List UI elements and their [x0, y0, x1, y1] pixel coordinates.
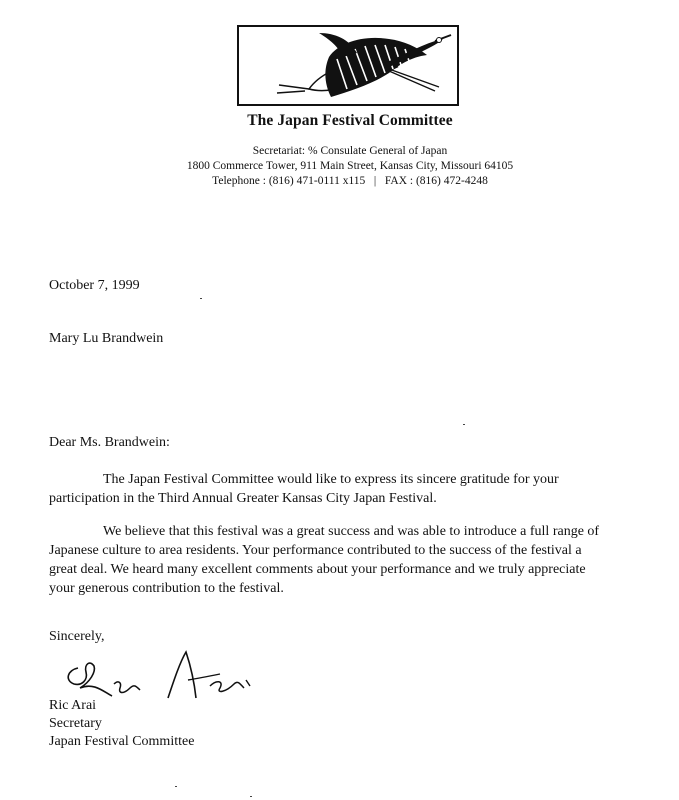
crane-icon — [239, 27, 457, 104]
scan-speck — [463, 424, 465, 425]
telephone: Telephone : (816) 471-0111 x115 — [212, 175, 366, 187]
scan-speck — [250, 796, 252, 797]
address-line: 1800 Commerce Tower, 911 Main Street, Kansas City, Missouri 64105 — [186, 160, 514, 172]
secretariat-line: Secretariat: % Consulate General of Japan — [252, 145, 448, 157]
body-paragraph-1 — [49, 470, 609, 508]
signer-organization: Japan Festival Committee — [49, 734, 195, 749]
recipient-name: Mary Lu Brandwein — [49, 331, 164, 346]
body-paragraph-2 — [49, 522, 609, 598]
signer-name: Ric Arai — [49, 698, 97, 713]
letter-date: October 7, 1999 — [49, 278, 140, 293]
logo-frame — [237, 25, 459, 106]
fax: FAX : (816) 472-4248 — [384, 175, 488, 187]
separator: | — [373, 175, 377, 187]
salutation: Dear Ms. Brandwein: — [49, 435, 170, 450]
scan-speck — [175, 786, 177, 787]
paragraph-1-text: The Japan Festival Committee would like to express its sincere gratitude for your participation in the Third Annual Greater Kansas City Japan Festival. — [49, 472, 559, 506]
signer-title: Secretary — [49, 716, 102, 731]
paragraph-2-text: We believe that this festival was a great success and was able to introduce a full range of Japanese culture to area residents. Your performance contributed to the success of the festival a great deal. We heard many excellent comments about your performance and we truly appreciate your generous contribution to the festival. — [49, 524, 600, 596]
organization-name: The Japan Festival Committee — [247, 112, 453, 129]
contact-line — [120, 174, 580, 189]
closing: Sincerely, — [49, 629, 105, 644]
scan-speck — [200, 298, 202, 299]
